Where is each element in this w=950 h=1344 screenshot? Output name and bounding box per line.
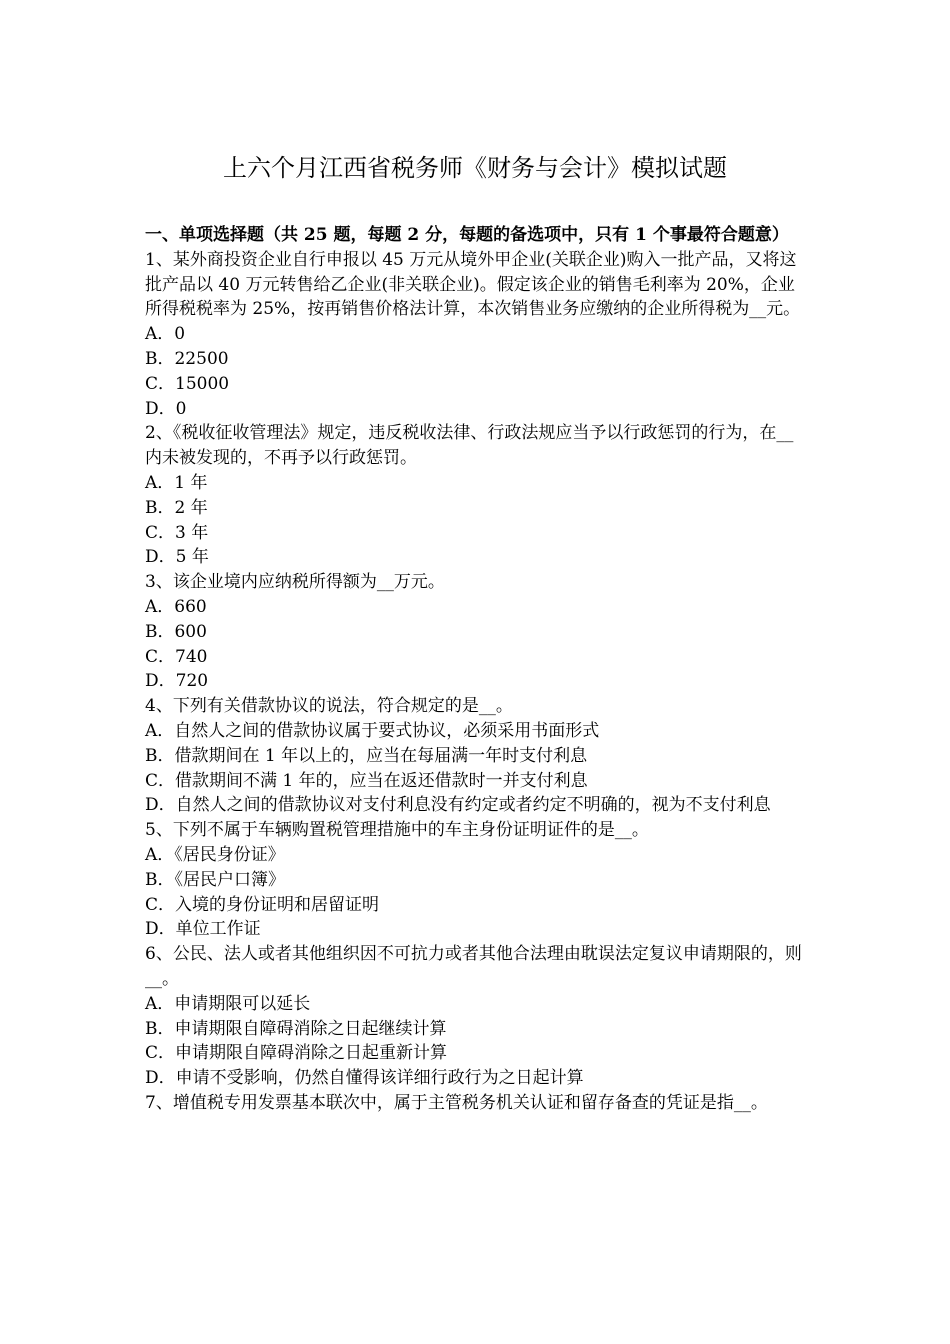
option-a: A．申请期限可以延长 — [145, 993, 311, 1014]
section-heading: 一、单项选择题（共 25 题，每题 2 分，每题的备选项中，只有 1 个事最符合题意） — [145, 225, 789, 245]
option-b: B．600 — [145, 621, 207, 642]
option-c: C．入境的身份证明和居留证明 — [145, 894, 380, 915]
option-b: B．《居民户口簿》 — [145, 869, 285, 890]
option-b: B．22500 — [145, 348, 229, 369]
option-d: D．自然人之间的借款协议对支付利息没有约定或者约定不明确的，视为不支付利息 — [145, 795, 771, 816]
option-a: A．1 年 — [145, 472, 208, 493]
option-d: D．0 — [145, 398, 187, 419]
option-a: A．《居民身份证》 — [145, 844, 285, 865]
question-5 — [145, 818, 807, 942]
option-a: A．0 — [145, 324, 186, 345]
option-b: B．申请期限自障碍消除之日起继续计算 — [145, 1018, 447, 1039]
question-stem: 2、《税收征收管理法》规定，违反税收法律、行政法规应当予以行政惩罚的行为，在__内未被发现的，不再予以行政惩罚。 — [145, 423, 794, 469]
document-title: 上六个月江西省税务师《财务与会计》模拟试题 — [223, 154, 727, 182]
question-stem: 5、下列不属于车辆购置税管理措施中的车主身份证明证件的是__。 — [145, 820, 649, 841]
question-2 — [145, 421, 807, 570]
question-stem: 6、公民、法人或者其他组织因不可抗力或者其他合法理由耽误法定复议申请期限的，则__。 — [145, 944, 802, 989]
document-body — [145, 223, 807, 1116]
option-b: B．2 年 — [145, 497, 208, 518]
option-c: C．3 年 — [145, 522, 209, 543]
option-d: D．单位工作证 — [145, 919, 261, 940]
question-6 — [145, 942, 807, 1091]
option-d: D．720 — [145, 671, 209, 692]
question-3 — [145, 570, 807, 694]
question-stem: 7、增值税专用发票基本联次中，属于主管税务机关认证和留存备查的凭证是指__。 — [145, 1092, 768, 1113]
option-c: C．借款期间不满 1 年的，应当在返还借款时一并支付利息 — [145, 770, 588, 791]
option-c: C．740 — [145, 646, 208, 667]
question-4 — [145, 694, 807, 818]
option-c: C．15000 — [145, 373, 230, 394]
option-d: D．申请不受影响，仍然自懂得该详细行政行为之日起计算 — [145, 1068, 584, 1089]
question-7 — [145, 1091, 807, 1116]
option-d: D．5 年 — [145, 547, 209, 568]
question-stem: 1、某外商投资企业自行申报以 45 万元从境外甲企业(关联企业)购入一批产品，又将这批产品以 40 万元转售给乙企业(非关联企业)。假定该企业的销售毛利率为 20%，企业所得税税率为 25%，按再销售价格法计算，本次销售业务应缴纳的企业所得税为__元。 — [145, 249, 801, 320]
question-stem: 3、该企业境内应纳税所得额为__万元。 — [145, 572, 445, 593]
option-b: B．借款期间在 1 年以上的，应当在每届满一年时支付利息 — [145, 745, 588, 766]
question-1 — [145, 248, 807, 422]
option-c: C．申请期限自障碍消除之日起重新计算 — [145, 1043, 448, 1064]
question-stem: 4、下列有关借款协议的说法，符合规定的是__。 — [145, 696, 513, 717]
option-a: A．自然人之间的借款协议属于要式协议，必须采用书面形式 — [145, 720, 600, 741]
option-a: A．660 — [145, 596, 207, 617]
